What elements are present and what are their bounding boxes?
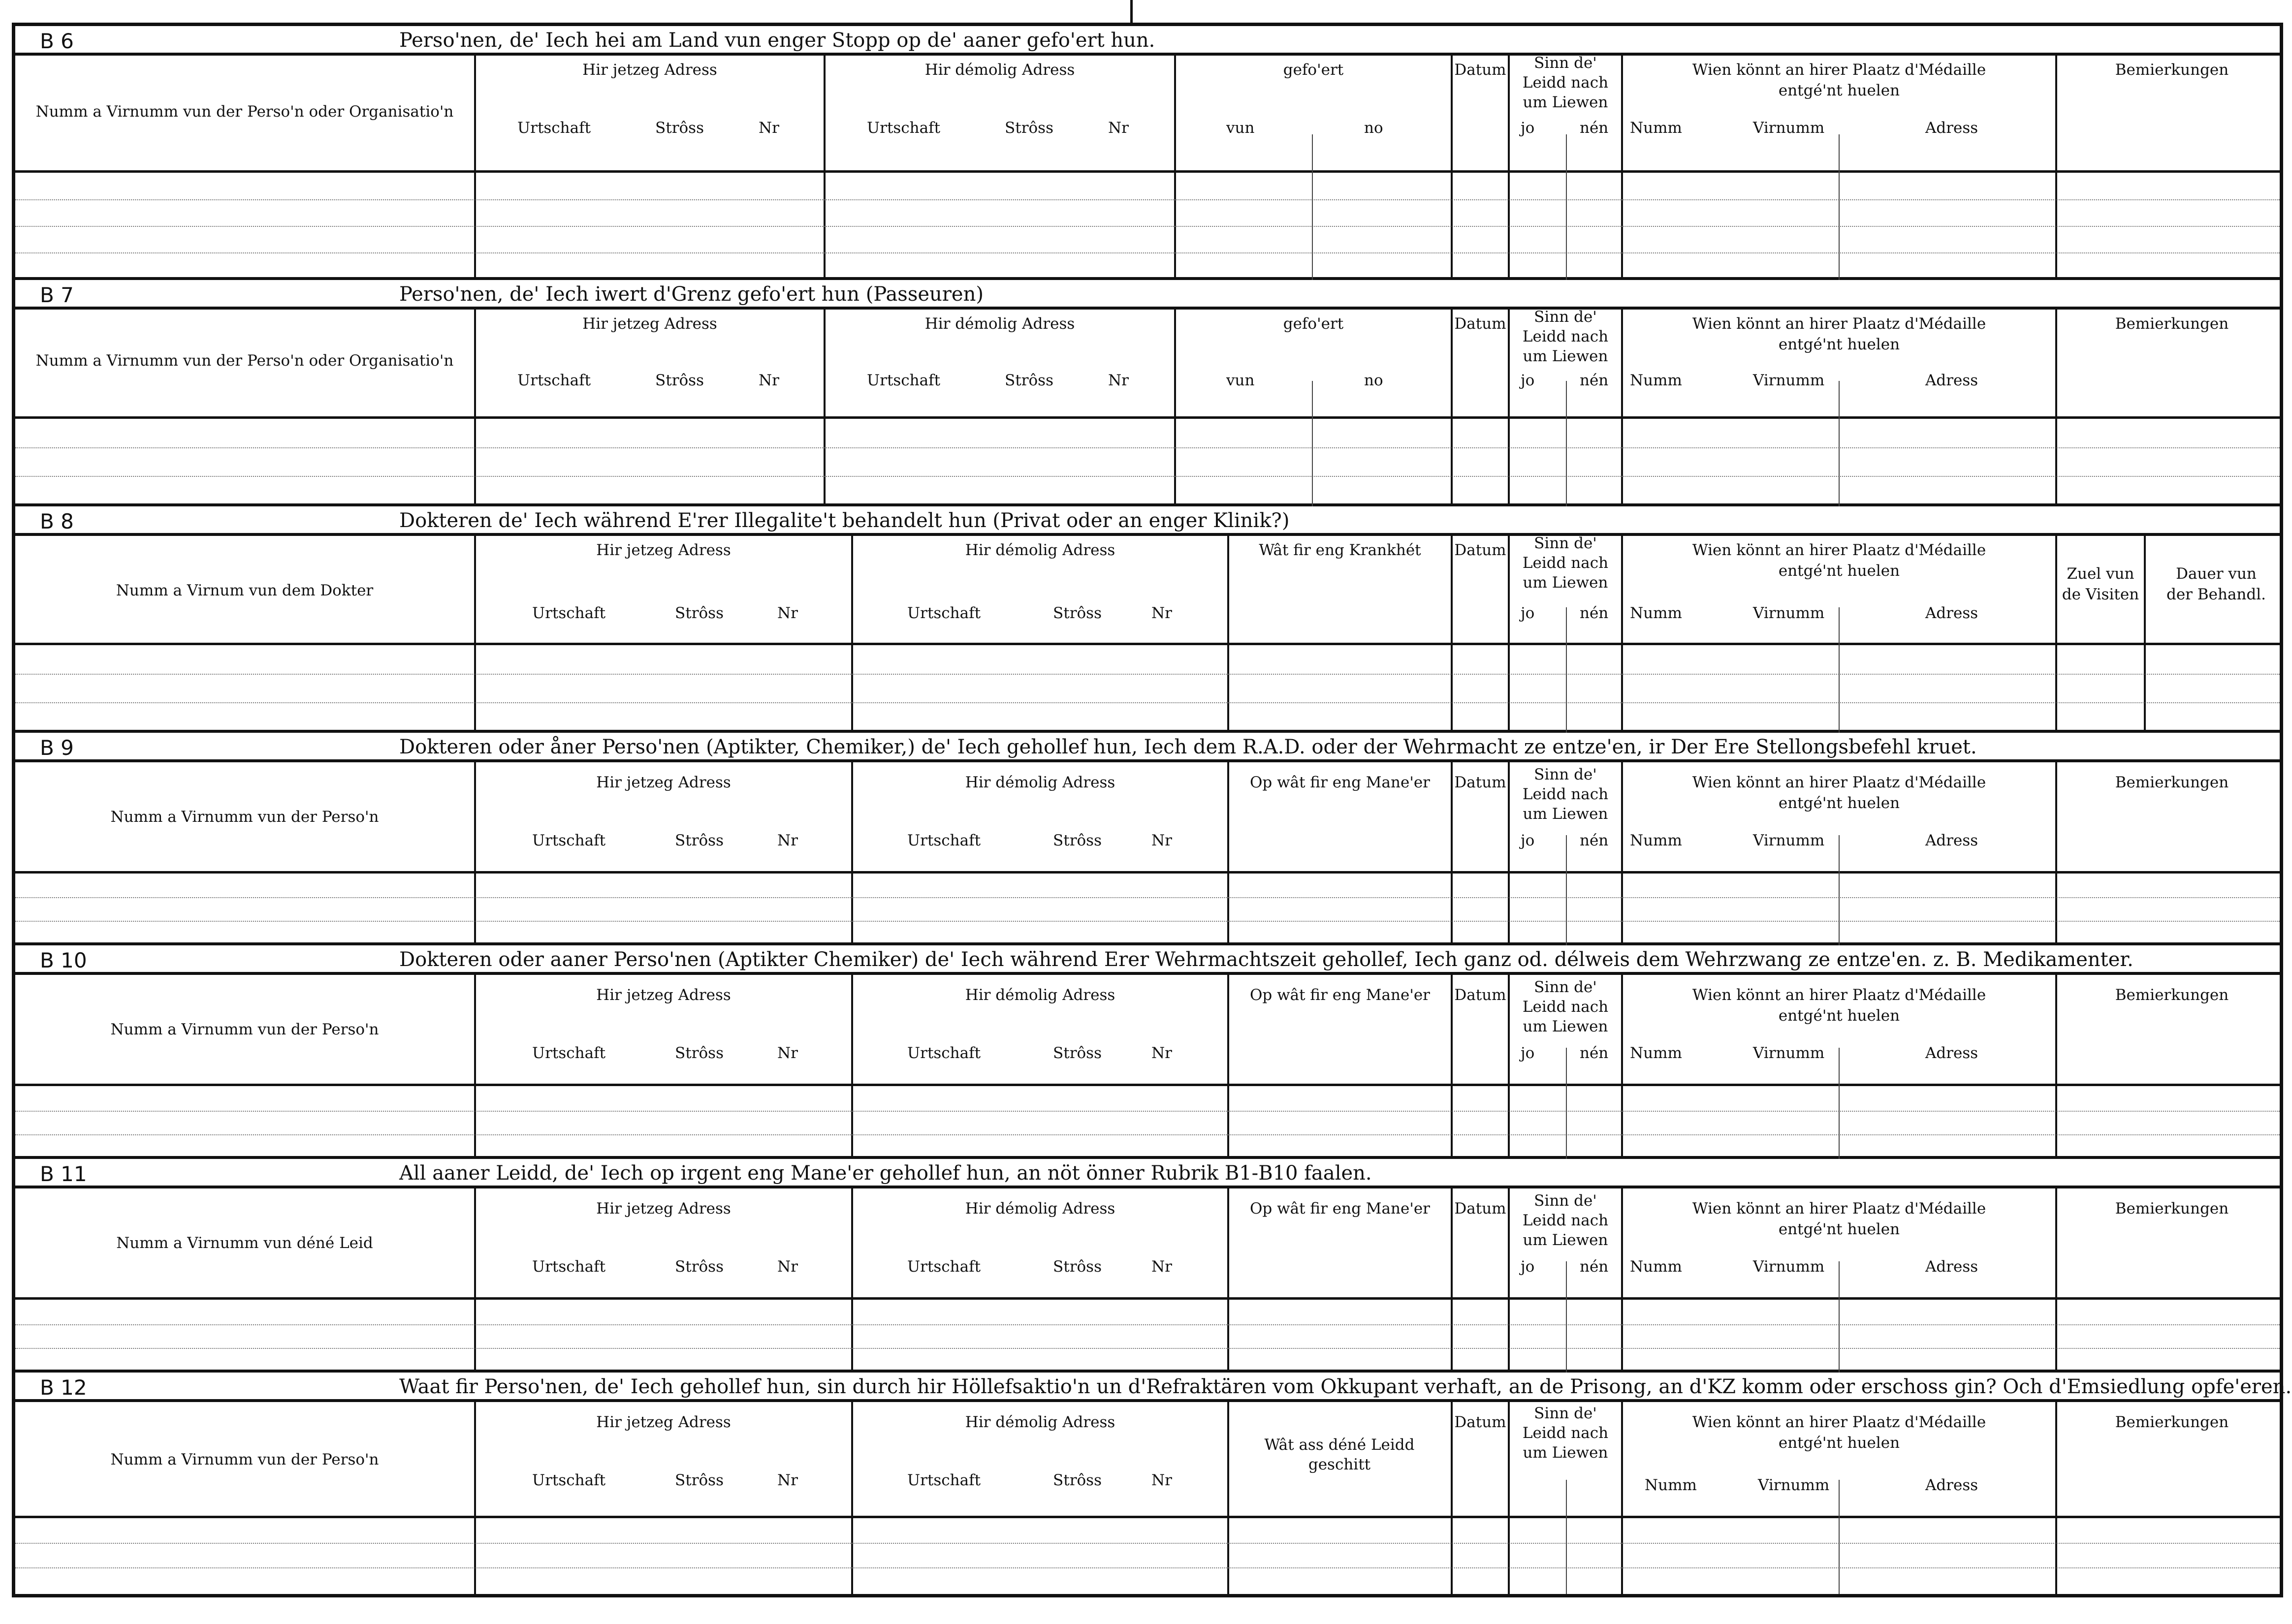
header-row bbox=[15, 536, 2280, 645]
column-divider bbox=[1839, 1300, 1840, 1373]
section-b9 bbox=[15, 733, 2280, 945]
number-header: Nr bbox=[1108, 119, 1129, 137]
column-divider bbox=[1508, 645, 1510, 733]
yes-header: jo bbox=[1521, 1044, 1535, 1062]
from-header: vun bbox=[1226, 119, 1255, 137]
street-header: Strôss bbox=[1005, 119, 1053, 137]
column-divider bbox=[474, 419, 476, 506]
killed-header-line3: um Liewen bbox=[1523, 805, 1608, 823]
section-header bbox=[15, 1159, 2280, 1188]
medal-header-line1: Wien könnt an hirer Plaatz d'Médaille bbox=[1692, 315, 1986, 333]
column-divider bbox=[1839, 1518, 1840, 1594]
medal-header-line1: Wien könnt an hirer Plaatz d'Médaille bbox=[1692, 986, 1986, 1004]
address-header: Adress bbox=[1925, 1476, 1978, 1494]
section-title: Dokteren de' Iech während E'rer Illegalite't behandelt hun (Privat oder an enger Klinik?) bbox=[399, 509, 1290, 532]
medal-header-line1: Wien könnt an hirer Plaatz d'Médaille bbox=[1692, 774, 1986, 791]
column-divider bbox=[1508, 874, 1510, 945]
killed-header-line1: Sinn de' bbox=[1534, 54, 1597, 72]
column-divider bbox=[474, 1300, 476, 1373]
column-divider bbox=[1312, 419, 1313, 506]
column-divider bbox=[1566, 1261, 1567, 1300]
section-title: Dokteren oder aaner Perso'nen (Aptikter Chemiker) de' Iech während Erer Wehrmachtszeit gehollef, Iech ganz od. délweis dem Wehrzwang ze entze'en. z. B. Medikamenter. bbox=[399, 948, 2133, 971]
column-divider bbox=[1566, 1518, 1567, 1594]
what-happened-header: Wât ass déné Leidd geschitt bbox=[1264, 1436, 1415, 1473]
town-header: Urtschaft bbox=[907, 1258, 981, 1276]
section-title: Waat fir Perso'nen, de' Iech gehollef hun, sin durch hir Höllefsaktio'n un d'Refraktären vom Okkupant verhaft, an de Prisong, an d'KZ komm oder erschoss gin? Och d'Emsiedlung opfe'eren. bbox=[399, 1375, 2292, 1398]
number-header: Nr bbox=[1151, 1258, 1172, 1276]
manner-header: Op wât fir eng Mane'er bbox=[1249, 986, 1431, 1004]
section-header bbox=[15, 506, 2280, 536]
name-column-header: Numm a Virnumm vun déné Leid bbox=[116, 1234, 373, 1252]
entry-area[interactable] bbox=[15, 874, 2280, 945]
number-header: Nr bbox=[777, 1471, 798, 1489]
column-divider bbox=[1566, 835, 1567, 874]
dotted-entry-line bbox=[15, 1567, 2280, 1568]
medal-header-line2: entgé'nt huelen bbox=[1778, 1220, 1900, 1238]
header-row bbox=[15, 56, 2280, 173]
killed-header-line2: Leidd nach bbox=[1522, 328, 1609, 345]
street-header: Strôss bbox=[1053, 1471, 1102, 1489]
date-header: Datum bbox=[1454, 1200, 1506, 1218]
column-divider bbox=[1839, 134, 1840, 173]
killed-header-line3: um Liewen bbox=[1523, 94, 1608, 111]
column-divider bbox=[1839, 1480, 1840, 1518]
visits-header-line2: de Visiten bbox=[2062, 586, 2139, 603]
dotted-entry-line bbox=[15, 476, 2280, 477]
section-b6 bbox=[15, 26, 2280, 280]
firstname-header: Virnumm bbox=[1753, 1258, 1825, 1276]
column-divider bbox=[1839, 874, 1840, 945]
section-b7 bbox=[15, 280, 2280, 506]
column-divider bbox=[1227, 1402, 1229, 1518]
medal-header-line2: entgé'nt huelen bbox=[1778, 1007, 1900, 1025]
yes-header: jo bbox=[1521, 1258, 1535, 1276]
section-code: B 10 bbox=[40, 948, 87, 972]
yes-header: jo bbox=[1521, 119, 1535, 137]
column-divider bbox=[474, 645, 476, 733]
number-header: Nr bbox=[1151, 1044, 1172, 1062]
duration-header-line2: der Behandl. bbox=[2166, 586, 2266, 603]
surname-header: Numm bbox=[1630, 604, 1682, 622]
surname-header: Numm bbox=[1630, 119, 1682, 137]
entry-area[interactable] bbox=[15, 1518, 2280, 1594]
town-header: Urtschaft bbox=[532, 604, 606, 622]
surname-header: Numm bbox=[1645, 1476, 1697, 1494]
killed-header-line3: um Liewen bbox=[1523, 1444, 1608, 1462]
column-divider bbox=[1621, 1300, 1623, 1373]
killed-header-line3: um Liewen bbox=[1523, 347, 1608, 365]
current-address-header: Hir jetzeg Adress bbox=[596, 1413, 731, 1431]
column-divider bbox=[1227, 874, 1229, 945]
manner-header: Op wât fir eng Mane'er bbox=[1249, 774, 1431, 791]
column-divider bbox=[2055, 645, 2057, 733]
remarks-header: Bemierkungen bbox=[2115, 61, 2229, 79]
remarks-header: Bemierkungen bbox=[2115, 1413, 2229, 1431]
town-header: Urtschaft bbox=[907, 1044, 981, 1062]
column-divider bbox=[1621, 874, 1623, 945]
dotted-entry-line bbox=[15, 1134, 2280, 1135]
town-header: Urtschaft bbox=[867, 372, 941, 389]
column-divider bbox=[2144, 645, 2146, 733]
town-header: Urtschaft bbox=[867, 119, 941, 137]
number-header: Nr bbox=[777, 832, 798, 849]
no-header: nén bbox=[1580, 119, 1609, 137]
entry-area[interactable] bbox=[15, 1086, 2280, 1159]
column-divider bbox=[1227, 1518, 1229, 1594]
town-header: Urtschaft bbox=[532, 1258, 606, 1276]
duration-header-line1: Dauer vun bbox=[2176, 565, 2257, 583]
no-header: nén bbox=[1580, 832, 1609, 849]
section-header bbox=[15, 26, 2280, 56]
column-divider bbox=[2055, 419, 2057, 506]
town-header: Urtschaft bbox=[532, 1471, 606, 1489]
former-address-header: Hir démolig Adress bbox=[965, 986, 1115, 1004]
street-header: Strôss bbox=[1005, 372, 1053, 389]
firstname-header: Virnumm bbox=[1758, 1476, 1830, 1494]
column-divider bbox=[2055, 1086, 2057, 1159]
street-header: Strôss bbox=[1053, 604, 1102, 622]
address-header: Adress bbox=[1925, 832, 1978, 849]
number-header: Nr bbox=[1151, 1471, 1172, 1489]
town-header: Urtschaft bbox=[907, 604, 981, 622]
street-header: Strôss bbox=[1053, 1044, 1102, 1062]
firstname-header: Virnumm bbox=[1753, 372, 1825, 389]
no-header: nén bbox=[1580, 1258, 1609, 1276]
current-address-header: Hir jetzeg Adress bbox=[596, 986, 731, 1004]
section-code: B 9 bbox=[40, 736, 74, 760]
address-header: Adress bbox=[1925, 1044, 1978, 1062]
killed-header-line1: Sinn de' bbox=[1534, 978, 1597, 996]
street-header: Strôss bbox=[675, 604, 724, 622]
dotted-entry-line bbox=[15, 1543, 2280, 1544]
section-code: B 6 bbox=[40, 29, 74, 53]
no-header: nén bbox=[1580, 372, 1609, 389]
column-divider bbox=[474, 1086, 476, 1159]
visits-header-line1: Zuel vun bbox=[2067, 565, 2134, 583]
killed-header-line1: Sinn de' bbox=[1534, 766, 1597, 783]
column-divider bbox=[1566, 419, 1567, 506]
name-column-header: Numm a Virnumm vun der Perso'n bbox=[110, 1451, 379, 1468]
entry-area[interactable] bbox=[15, 173, 2280, 280]
street-header: Strôss bbox=[675, 832, 724, 849]
column-divider bbox=[1451, 1518, 1453, 1594]
killed-header-line2: Leidd nach bbox=[1522, 74, 1609, 92]
column-divider bbox=[1566, 134, 1567, 173]
number-header: Nr bbox=[759, 372, 779, 389]
medal-header-line2: entgé'nt huelen bbox=[1778, 82, 1900, 99]
column-divider bbox=[1508, 1300, 1510, 1373]
medal-header-line2: entgé'nt huelen bbox=[1778, 794, 1900, 812]
section-header bbox=[15, 1373, 2292, 1402]
number-header: Nr bbox=[1108, 372, 1129, 389]
street-header: Strôss bbox=[675, 1471, 724, 1489]
column-divider bbox=[2055, 1300, 2057, 1373]
column-divider bbox=[1621, 419, 1623, 506]
number-header: Nr bbox=[1151, 832, 1172, 849]
column-divider bbox=[1839, 419, 1840, 506]
medal-header-line2: entgé'nt huelen bbox=[1778, 562, 1900, 580]
former-address-header: Hir démolig Adress bbox=[965, 774, 1115, 791]
column-divider bbox=[851, 874, 853, 945]
number-header: Nr bbox=[1151, 604, 1172, 622]
current-address-header: Hir jetzeg Adress bbox=[596, 1200, 731, 1218]
dotted-entry-line bbox=[15, 1324, 2280, 1325]
killed-header-line2: Leidd nach bbox=[1522, 554, 1609, 572]
column-divider bbox=[824, 419, 826, 506]
killed-header-line2: Leidd nach bbox=[1522, 998, 1609, 1016]
medal-header-line1: Wien könnt an hirer Plaatz d'Médaille bbox=[1692, 1413, 1986, 1431]
firstname-header: Virnumm bbox=[1753, 1044, 1825, 1062]
manner-header: Op wât fir eng Mane'er bbox=[1249, 1200, 1431, 1218]
street-header: Strôss bbox=[1053, 1258, 1102, 1276]
former-address-header: Hir démolig Adress bbox=[965, 1413, 1115, 1431]
current-address-header: Hir jetzeg Adress bbox=[596, 541, 731, 559]
number-header: Nr bbox=[777, 1258, 798, 1276]
column-divider bbox=[474, 874, 476, 945]
former-address-header: Hir démolig Adress bbox=[965, 541, 1115, 559]
date-header: Datum bbox=[1454, 986, 1506, 1004]
column-divider bbox=[1839, 1261, 1840, 1300]
column-divider bbox=[1621, 645, 1623, 733]
firstname-header: Virnumm bbox=[1753, 604, 1825, 622]
killed-header-line3: um Liewen bbox=[1523, 1231, 1608, 1249]
column-divider bbox=[1566, 1480, 1567, 1518]
yes-header: jo bbox=[1521, 604, 1535, 622]
street-header: Strôss bbox=[675, 1258, 724, 1276]
firstname-header: Virnumm bbox=[1753, 832, 1825, 849]
header-row bbox=[15, 310, 2280, 419]
column-divider bbox=[1566, 607, 1567, 645]
column-divider bbox=[1839, 607, 1840, 645]
column-divider bbox=[1451, 874, 1453, 945]
date-header: Datum bbox=[1454, 315, 1506, 333]
column-divider bbox=[1227, 1086, 1229, 1159]
column-divider bbox=[1451, 1086, 1453, 1159]
dotted-entry-line bbox=[15, 897, 2280, 898]
medal-header-line1: Wien könnt an hirer Plaatz d'Médaille bbox=[1692, 61, 1986, 79]
transported-header: gefo'ert bbox=[1283, 61, 1344, 79]
date-header: Datum bbox=[1454, 61, 1506, 79]
town-header: Urtschaft bbox=[907, 1471, 981, 1489]
column-divider bbox=[1566, 1300, 1567, 1373]
header-row bbox=[15, 1188, 2280, 1300]
number-header: Nr bbox=[759, 119, 779, 137]
town-header: Urtschaft bbox=[517, 372, 591, 389]
address-header: Adress bbox=[1925, 372, 1978, 389]
entry-area[interactable] bbox=[15, 645, 2280, 733]
column-divider bbox=[1839, 381, 1840, 419]
date-header: Datum bbox=[1454, 541, 1506, 559]
dotted-entry-line bbox=[15, 1111, 2280, 1112]
top-tick-mark bbox=[1130, 0, 1133, 24]
column-divider bbox=[1566, 1048, 1567, 1086]
remarks-header: Bemierkungen bbox=[2115, 1200, 2229, 1218]
column-divider bbox=[851, 1300, 853, 1373]
name-column-header: Numm a Virnumm vun der Perso'n oder Organisatio'n bbox=[35, 352, 454, 370]
dotted-entry-line bbox=[15, 674, 2280, 675]
column-divider bbox=[1451, 1300, 1453, 1373]
section-header bbox=[15, 733, 2280, 762]
current-address-header: Hir jetzeg Adress bbox=[582, 315, 717, 333]
town-header: Urtschaft bbox=[532, 832, 606, 849]
column-divider bbox=[1508, 1518, 1510, 1594]
no-header: nén bbox=[1580, 1044, 1609, 1062]
killed-header-line1: Sinn de' bbox=[1534, 534, 1597, 552]
surname-header: Numm bbox=[1630, 372, 1682, 389]
section-code: B 8 bbox=[40, 509, 74, 533]
form-sheet bbox=[12, 23, 2292, 1597]
section-title: Perso'nen, de' Iech iwert d'Grenz gefo'ert hun (Passeuren) bbox=[399, 283, 984, 306]
section-code: B 11 bbox=[40, 1162, 87, 1186]
column-divider bbox=[1451, 419, 1453, 506]
yes-header: jo bbox=[1521, 372, 1535, 389]
street-header: Strôss bbox=[1053, 832, 1102, 849]
town-header: Urtschaft bbox=[517, 119, 591, 137]
remarks-header: Bemierkungen bbox=[2115, 986, 2229, 1004]
column-divider bbox=[1312, 381, 1313, 419]
entry-area[interactable] bbox=[15, 419, 2280, 506]
former-address-header: Hir démolig Adress bbox=[924, 61, 1075, 79]
section-code: B 7 bbox=[40, 283, 74, 307]
header-row bbox=[15, 1402, 2280, 1518]
dotted-entry-line bbox=[15, 252, 2280, 253]
section-title: All aaner Leidd, de' Iech op irgent eng Mane'er gehollef hun, an nöt önner Rubrik B1-B10 faalen. bbox=[399, 1162, 1372, 1185]
town-header: Urtschaft bbox=[532, 1044, 606, 1062]
killed-header-line2: Leidd nach bbox=[1522, 1212, 1609, 1229]
column-divider bbox=[1621, 1086, 1623, 1159]
medal-header-line2: entgé'nt huelen bbox=[1778, 1434, 1900, 1452]
killed-header-line1: Sinn de' bbox=[1534, 1405, 1597, 1422]
section-title: Perso'nen, de' Iech hei am Land vun enger Stopp op de' aaner gefo'ert hun. bbox=[399, 29, 1155, 52]
illness-header: Wât fir eng Krankhét bbox=[1259, 541, 1421, 559]
firstname-header: Virnumm bbox=[1753, 119, 1825, 137]
column-divider bbox=[1227, 1300, 1229, 1373]
column-divider bbox=[1451, 645, 1453, 733]
column-divider bbox=[1174, 419, 1176, 506]
column-divider bbox=[1839, 835, 1840, 874]
dotted-entry-line bbox=[15, 921, 2280, 922]
section-code: B 12 bbox=[40, 1375, 87, 1400]
column-divider bbox=[1227, 645, 1229, 733]
street-header: Strôss bbox=[655, 119, 704, 137]
medal-header-line1: Wien könnt an hirer Plaatz d'Médaille bbox=[1692, 541, 1986, 559]
number-header: Nr bbox=[777, 1044, 798, 1062]
former-address-header: Hir démolig Adress bbox=[924, 315, 1075, 333]
medal-header-line1: Wien könnt an hirer Plaatz d'Médaille bbox=[1692, 1200, 1986, 1218]
section-b10 bbox=[15, 945, 2280, 1159]
dotted-entry-line bbox=[15, 1348, 2280, 1349]
column-divider bbox=[1566, 1086, 1567, 1159]
section-b12 bbox=[15, 1373, 2292, 1594]
address-header: Adress bbox=[1925, 604, 1978, 622]
address-header: Adress bbox=[1925, 1258, 1978, 1276]
section-b8 bbox=[15, 506, 2280, 733]
killed-header-line2: Leidd nach bbox=[1522, 1424, 1609, 1442]
medal-header-line2: entgé'nt huelen bbox=[1778, 336, 1900, 353]
yes-header: jo bbox=[1521, 832, 1535, 849]
column-divider bbox=[1566, 381, 1567, 419]
header-row bbox=[15, 975, 2280, 1086]
column-divider bbox=[1312, 134, 1313, 173]
column-divider bbox=[2055, 1518, 2057, 1594]
column-divider bbox=[851, 1086, 853, 1159]
name-column-header: Numm a Virnumm vun der Perso'n oder Organisatio'n bbox=[35, 103, 454, 121]
killed-header-line3: um Liewen bbox=[1523, 574, 1608, 592]
dotted-entry-line bbox=[15, 199, 2280, 200]
dotted-entry-line bbox=[15, 702, 2280, 703]
dotted-entry-line bbox=[15, 226, 2280, 227]
entry-area[interactable] bbox=[15, 1300, 2280, 1373]
surname-header: Numm bbox=[1630, 1258, 1682, 1276]
name-column-header: Numm a Virnumm vun der Perso'n bbox=[110, 1021, 379, 1038]
dotted-entry-line bbox=[15, 447, 2280, 448]
to-header: no bbox=[1364, 119, 1383, 137]
section-header bbox=[15, 280, 2280, 310]
street-header: Strôss bbox=[675, 1044, 724, 1062]
section-b11 bbox=[15, 1159, 2280, 1373]
column-divider bbox=[1839, 1086, 1840, 1159]
killed-header-line1: Sinn de' bbox=[1534, 308, 1597, 326]
current-address-header: Hir jetzeg Adress bbox=[596, 774, 731, 791]
section-header bbox=[15, 945, 2280, 975]
column-divider bbox=[1566, 874, 1567, 945]
current-address-header: Hir jetzeg Adress bbox=[582, 61, 717, 79]
street-header: Strôss bbox=[655, 372, 704, 389]
remarks-header: Bemierkungen bbox=[2115, 315, 2229, 333]
from-header: vun bbox=[1226, 372, 1255, 389]
section-title: Dokteren oder åner Perso'nen (Aptikter, Chemiker,) de' Iech gehollef hun, Iech dem R.A.D. oder der Wehrmacht ze entze'en, ir Der Ere Stellongsbefehl kruet. bbox=[399, 736, 1977, 758]
surname-header: Numm bbox=[1630, 832, 1682, 849]
surname-header: Numm bbox=[1630, 1044, 1682, 1062]
name-column-header: Numm a Virnum vun dem Dokter bbox=[116, 582, 374, 599]
killed-header-line1: Sinn de' bbox=[1534, 1192, 1597, 1210]
town-header: Urtschaft bbox=[907, 832, 981, 849]
column-divider bbox=[2055, 874, 2057, 945]
transported-header: gefo'ert bbox=[1283, 315, 1344, 333]
killed-header-line3: um Liewen bbox=[1523, 1018, 1608, 1035]
column-divider bbox=[1566, 645, 1567, 733]
number-header: Nr bbox=[777, 604, 798, 622]
address-header: Adress bbox=[1925, 119, 1978, 137]
killed-header-line2: Leidd nach bbox=[1522, 785, 1609, 803]
to-header: no bbox=[1364, 372, 1383, 389]
date-header: Datum bbox=[1454, 1413, 1506, 1431]
header-row bbox=[15, 762, 2280, 874]
column-divider bbox=[1621, 1518, 1623, 1594]
column-divider bbox=[1508, 419, 1510, 506]
column-divider bbox=[851, 645, 853, 733]
name-column-header: Numm a Virnumm vun der Perso'n bbox=[110, 808, 379, 826]
column-divider bbox=[1839, 1048, 1840, 1086]
former-address-header: Hir démolig Adress bbox=[965, 1200, 1115, 1218]
date-header: Datum bbox=[1454, 774, 1506, 791]
remarks-header: Bemierkungen bbox=[2115, 774, 2229, 791]
no-header: nén bbox=[1580, 604, 1609, 622]
column-divider bbox=[1839, 645, 1840, 733]
column-divider bbox=[1508, 1086, 1510, 1159]
column-divider bbox=[474, 1518, 476, 1594]
column-divider bbox=[851, 1518, 853, 1594]
